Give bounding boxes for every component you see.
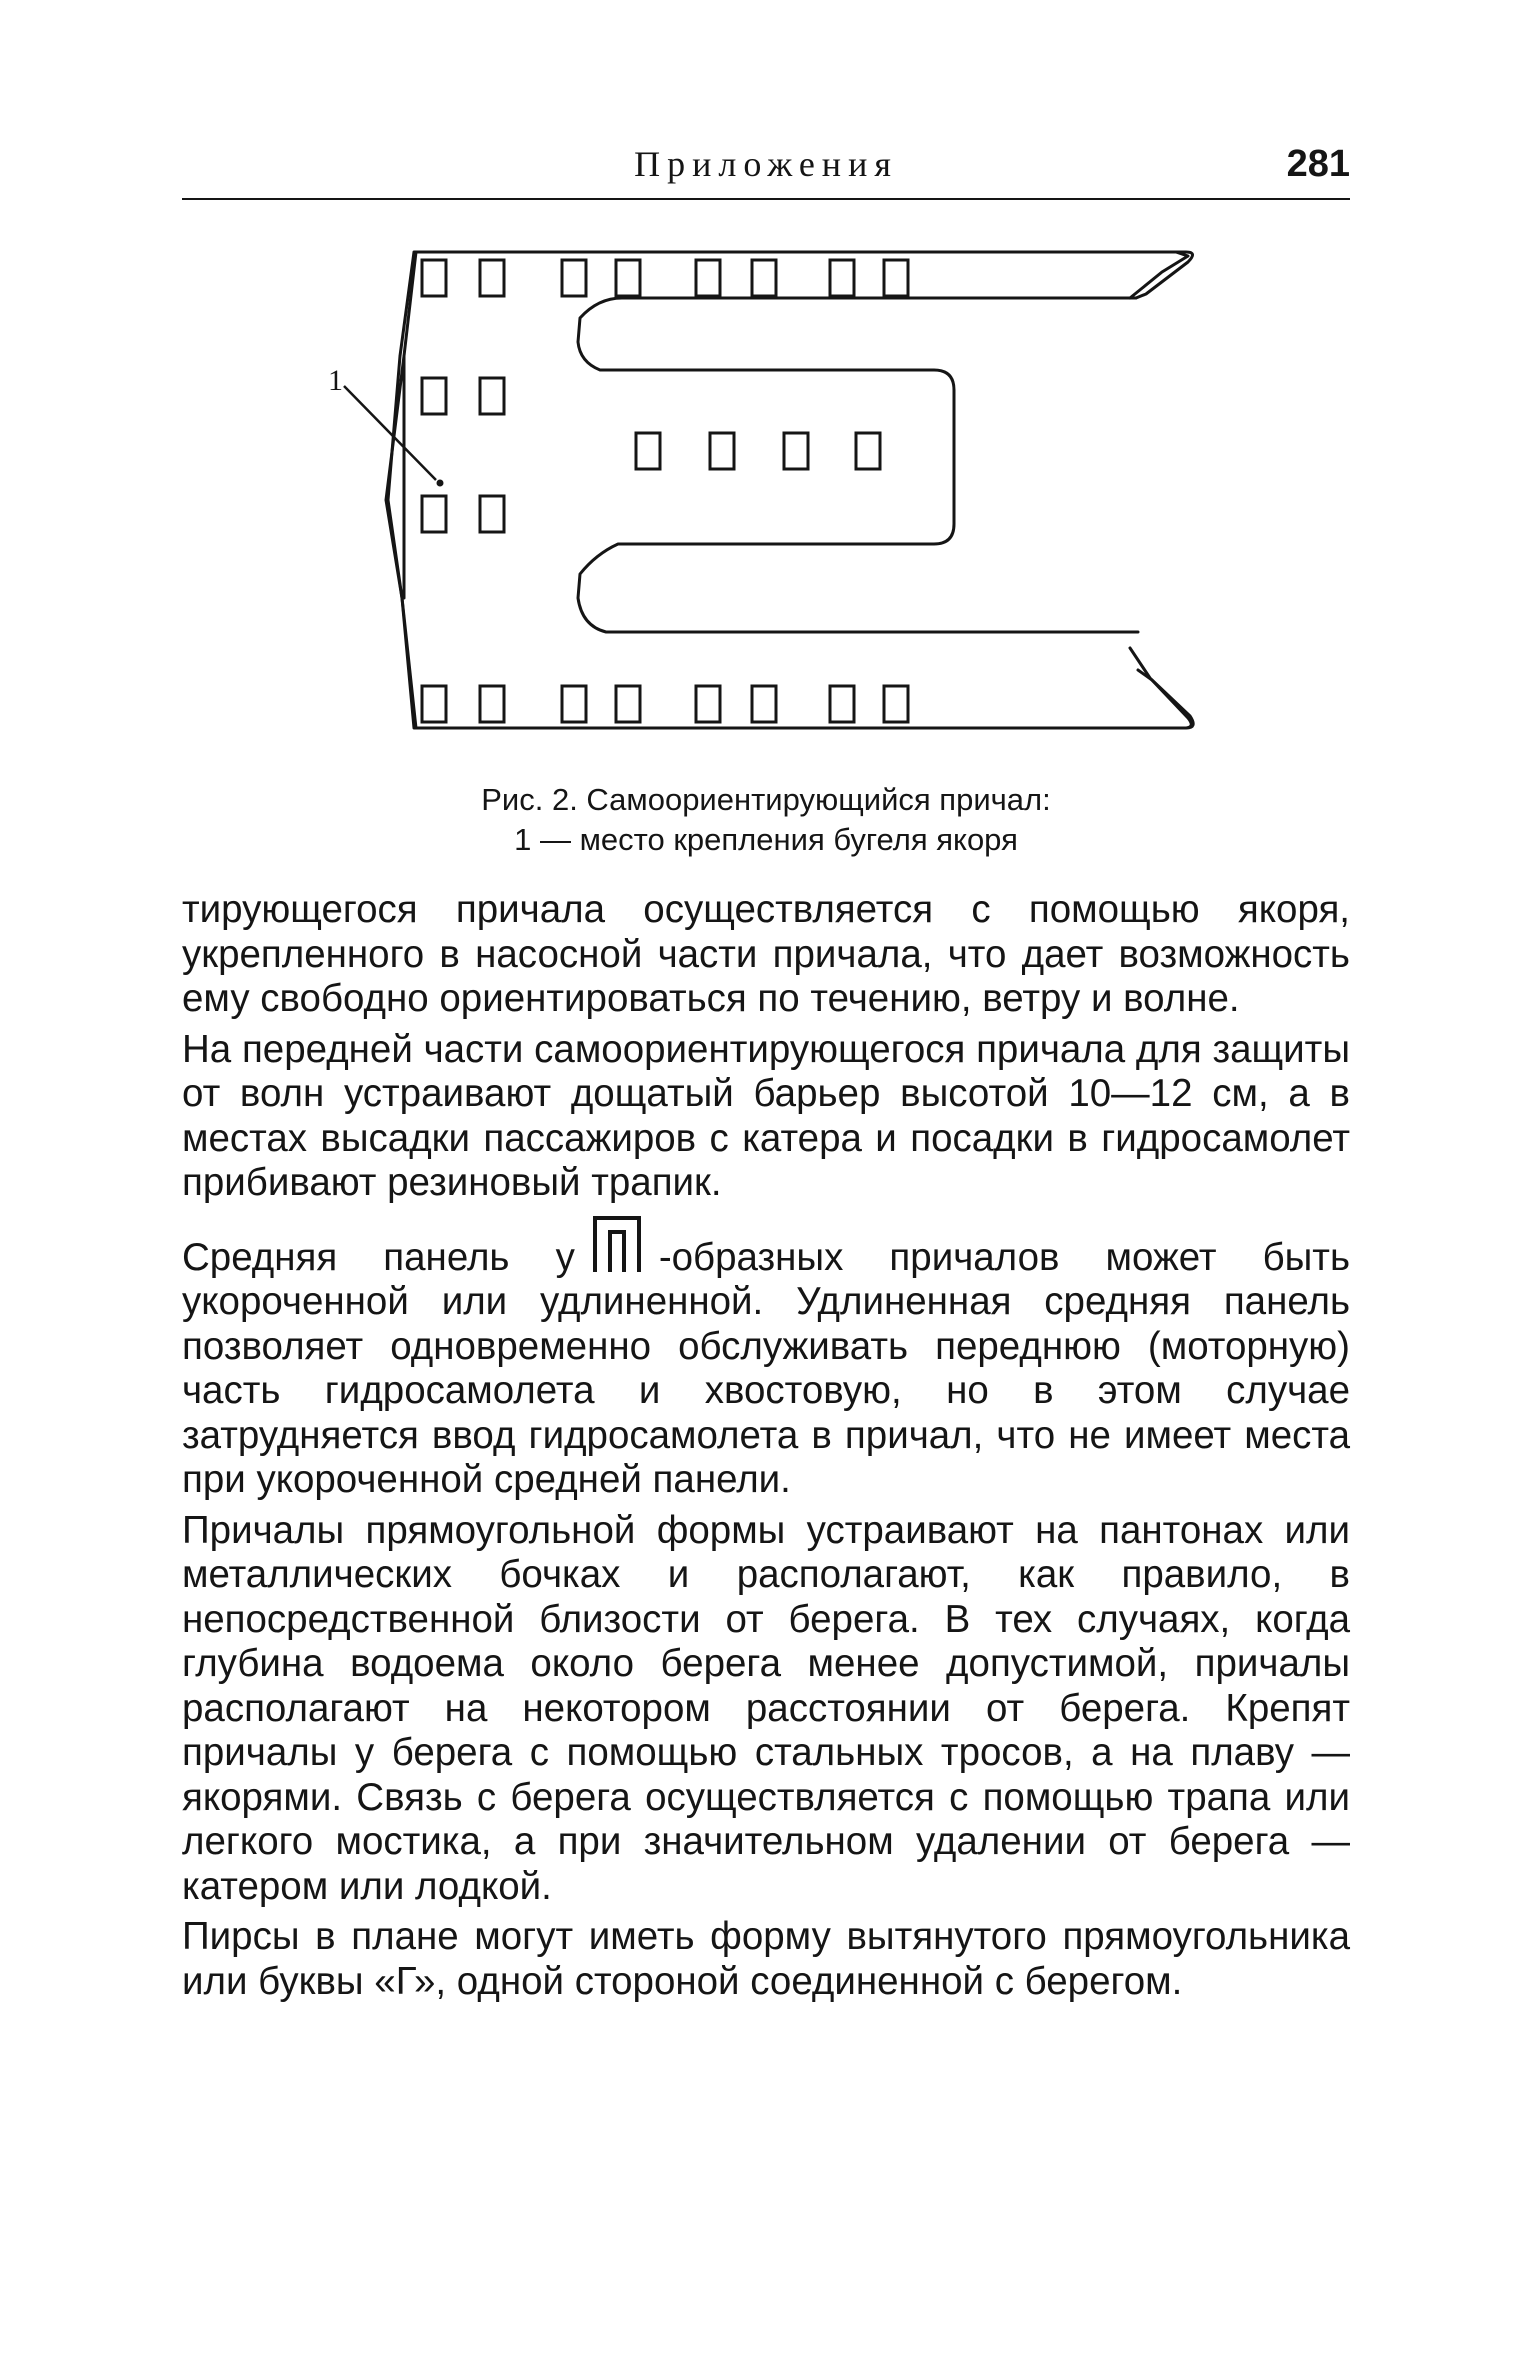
pontoon [480,686,504,722]
running-head [182,136,1350,192]
anchor-point [437,480,444,487]
pontoon [830,686,854,722]
pontoon [830,260,854,296]
caption-line-1: Рис. 2. Самоориентирующийся причал: [481,782,1051,817]
pontoon [696,260,720,296]
page-number: 281 [1286,143,1350,185]
caption-line-2: 1 — место крепления бугеля якоря [514,822,1018,857]
paragraph-3-before: Средняя панель у [182,1235,575,1279]
body-text [182,888,1350,2010]
pontoon [422,686,446,722]
pier-diagram-svg [300,238,1240,758]
pontoon [562,686,586,722]
pontoon [616,260,640,296]
paragraph-1: тирующегося причала осуществляется с помощью якоря, укрепленного в насосной части причала, что дает возможность ему свободно ориентироваться по течению, ветру и волне. [182,888,1350,1020]
pontoon [784,433,808,469]
pontoon [710,433,734,469]
pontoon [422,260,446,296]
paragraph-4: Причалы прямоугольной формы устраивают на пантонах или металлических бочках и располагают, как правило, в непосредственной близости от берега. В тех случаях, когда глубина водоема около берега менее допустимой, причалы располагают на некотором расстоянии от берега. Крепят причалы у берега с помощью стальных тросов, а на плаву — якорями. Связь с берега осуществляется с помощью трапа или легкого мостика, а при значительном удалении от берега — катером или лодкой. [182,1508,1350,1908]
pontoon [480,378,504,414]
header-rule [182,198,1350,200]
pontoon [480,260,504,296]
pontoon [884,686,908,722]
running-title: Приложения [634,144,898,184]
pi-shape-icon [585,1212,649,1276]
paragraph-3-after: -образных причалов может быть укороченной или удлиненной. Удлиненная средняя панель позволяет одновременно обслуживать переднюю (моторную) часть гидросамолета и хвостовую, но в этом случае затрудняется ввод гидросамолета в причал, что не имеет места при укороченной средней панели. [182,1235,1351,1501]
pontoon [616,686,640,722]
pontoon [422,496,446,532]
paragraph-5: Пирсы в плане могут иметь форму вытянутого прямоугольника или буквы «Г», одной стороной соединенной с берегом. [182,1915,1350,2003]
callout-number: 1 [328,364,343,397]
pontoon [562,260,586,296]
pontoon [480,496,504,532]
pontoon [884,260,908,296]
figure-caption [182,780,1350,860]
pontoon [752,686,776,722]
pontoon [856,433,880,469]
pontoon [696,686,720,722]
pontoon [636,433,660,469]
paragraph-3 [182,1212,1350,1503]
paragraph-2: На передней части самоориентирующегося причала для защиты от волн устраивают дощатый барьер высотой 10—12 см, а в местах высадки пассажиров с катера и посадки в гидросамолет прибивают резиновый трапик. [182,1027,1350,1204]
pier-diagram [300,238,1240,758]
pontoon [422,378,446,414]
pontoon [752,260,776,296]
